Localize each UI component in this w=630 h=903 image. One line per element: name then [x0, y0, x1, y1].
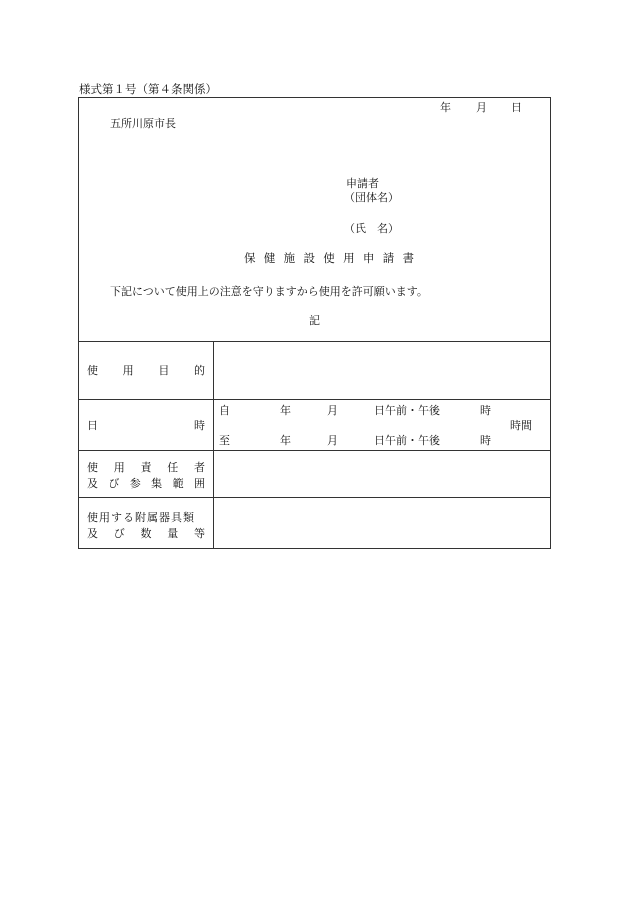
responsible-field[interactable]	[214, 451, 550, 496]
ki-label: 記	[309, 314, 320, 327]
date-year-label: 年	[440, 101, 451, 114]
date-day-label: 日	[511, 101, 522, 114]
from-month-label: 月	[327, 404, 338, 417]
statement-text: 下記について使用上の注意を守りますから使用を許可願います。	[110, 285, 428, 298]
addressee: 五所川原市長	[110, 117, 176, 130]
to-year-label: 年	[280, 434, 291, 447]
to-hour-label: 時	[480, 434, 491, 447]
name-label: （氏 名）	[344, 222, 399, 235]
to-month-label: 月	[327, 434, 338, 447]
from-hour-label: 時	[480, 404, 491, 417]
from-year-label: 年	[280, 404, 291, 417]
organization-label: （団体名）	[344, 191, 399, 204]
applicant-label: 申請者	[346, 177, 379, 190]
datetime-label: 日 時	[87, 419, 205, 432]
equipment-field[interactable]	[214, 498, 550, 548]
purpose-label: 使 用 目 的	[87, 364, 205, 377]
hours-total-label: 時間	[510, 419, 532, 432]
responsible-label-line2: 及 び 参 集 範 囲	[87, 477, 205, 490]
purpose-field[interactable]	[214, 342, 550, 398]
application-form	[78, 97, 551, 549]
row-divider	[79, 399, 550, 400]
responsible-label-line1: 使 用 責 任 者	[87, 461, 205, 474]
date-month-label: 月	[476, 101, 487, 114]
form-number: 様式第１号（第４条関係）	[79, 82, 217, 96]
from-label: 自	[219, 404, 230, 417]
document-title: 保 健 施 設 使 用 申 請 書	[244, 251, 414, 265]
equipment-label-line1: 使用する附属器具類	[87, 511, 195, 524]
from-day-ampm-label: 日午前・午後	[374, 404, 440, 417]
to-day-ampm-label: 日午前・午後	[374, 434, 440, 447]
equipment-label-line2: 及 び 数 量 等	[87, 527, 205, 540]
to-label: 至	[219, 434, 230, 447]
